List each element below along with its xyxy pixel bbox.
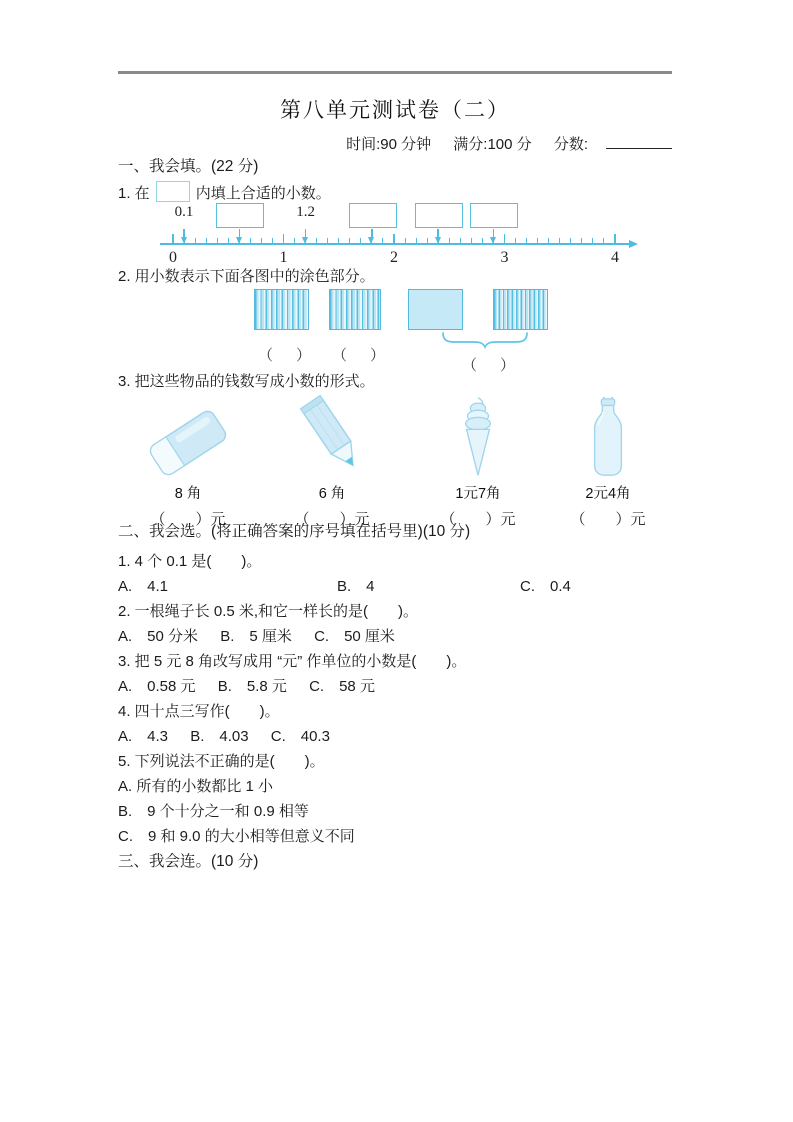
pointer-arrowhead-icon <box>302 237 308 244</box>
tick-mark <box>482 238 483 244</box>
tick-mark <box>614 234 616 244</box>
underbrace-icon <box>441 332 529 349</box>
tick-mark <box>206 238 207 244</box>
mc-options-4 <box>118 727 348 747</box>
axis-label: 2 <box>390 249 398 266</box>
mc-question-1: 1. 4 个 0.1 是( )。 <box>118 553 262 570</box>
tick-mark <box>172 234 174 244</box>
tick-mark <box>327 238 328 244</box>
decimal-figure-2 <box>329 289 381 330</box>
figure1-answer-blank[interactable]: （ ） <box>258 347 316 364</box>
mc-question-4: 4. 四十点三写作( )。 <box>118 703 280 720</box>
question1-text-post: 内填上合适的小数。 <box>195 185 331 202</box>
tick-mark <box>261 238 262 244</box>
decimal-figure-1 <box>254 289 309 330</box>
question1-text <box>118 181 331 204</box>
item-answer-blank[interactable]: （ ）元 <box>570 511 646 528</box>
decimal-figure-4 <box>493 289 548 330</box>
option-a[interactable]: A. 所有的小数都比 1 小 <box>118 778 274 795</box>
option-c[interactable]: C. 40.3 <box>270 728 330 745</box>
tick-mark <box>405 238 406 244</box>
exam-time: 时间:90 分钟 <box>346 136 432 153</box>
number-line <box>0 202 793 274</box>
option-a[interactable]: A. 4.3 <box>118 728 169 745</box>
inline-answer-box[interactable] <box>156 181 190 202</box>
option-c[interactable]: C. 50 厘米 <box>314 628 395 645</box>
item-price: 6 角 <box>318 486 346 502</box>
page-title: 第八单元测试卷（二） <box>280 98 510 122</box>
tick-mark <box>217 238 218 244</box>
tick-mark <box>603 238 604 244</box>
tick-mark <box>526 238 527 244</box>
option-a[interactable]: A. 50 分米 <box>118 628 199 645</box>
exam-full-score: 满分:100 分 <box>453 136 532 153</box>
top-rule <box>118 71 672 74</box>
numberline-answer-box[interactable] <box>349 203 397 228</box>
option-a[interactable]: A. 4.1 <box>118 578 169 595</box>
option-c[interactable]: C. 9 和 9.0 的大小相等但意义不同 <box>118 828 355 845</box>
mc-options-3 <box>118 677 393 697</box>
numberline-answer-box[interactable] <box>470 203 518 228</box>
numberline-given-label: 1.2 <box>296 204 315 220</box>
axis-label: 3 <box>500 249 509 266</box>
ice-cream-icon <box>408 393 548 479</box>
item-price: 2元4角 <box>585 486 631 502</box>
tick-mark <box>471 238 472 244</box>
tick-mark <box>349 238 350 244</box>
bottle-icon <box>538 393 678 479</box>
tick-mark <box>416 238 417 244</box>
tick-mark <box>449 238 450 244</box>
item-answer-blank[interactable]: （ ）元 <box>440 511 516 528</box>
numberline-answer-box[interactable] <box>216 203 264 228</box>
pointer-arrowhead-icon <box>236 237 242 244</box>
tick-mark <box>338 238 339 244</box>
money-item <box>262 393 402 529</box>
tick-mark <box>228 238 229 244</box>
tick-mark <box>294 238 295 244</box>
item-price: 8 角 <box>174 486 202 502</box>
mc-question-5: 5. 下列说法不正确的是( )。 <box>118 753 325 770</box>
pointer-arrowhead-icon <box>368 237 374 244</box>
tick-mark <box>460 238 461 244</box>
axis-label: 4 <box>611 249 619 266</box>
exam-info-line <box>118 133 672 154</box>
tick-mark <box>360 238 361 244</box>
pencil-icon <box>262 393 402 479</box>
section2-heading: 二、我会选。(将正确答案的序号填在括号里)(10 分) <box>118 523 471 540</box>
option-b[interactable]: B. 5 厘米 <box>220 628 292 645</box>
axis-label: 1 <box>279 249 288 266</box>
money-item <box>408 393 548 529</box>
section3-heading: 三、我会连。(10 分) <box>118 853 259 870</box>
tick-mark <box>537 238 538 244</box>
figure-group-answer-blank[interactable]: （ ） <box>462 357 520 374</box>
tick-mark <box>427 238 428 244</box>
tick-mark <box>515 238 516 244</box>
question1-text-pre: 1. 在 <box>118 185 150 202</box>
option-c[interactable]: C. 58 元 <box>309 678 375 695</box>
pointer-arrowhead-icon <box>490 237 496 244</box>
figure2-answer-blank[interactable]: （ ） <box>332 347 390 364</box>
tick-mark <box>592 238 593 244</box>
tick-mark <box>382 238 383 244</box>
money-item <box>118 393 258 529</box>
numberline-given-label: 0.1 <box>174 204 194 220</box>
pointer-arrowhead-icon <box>435 237 441 244</box>
tick-mark <box>283 234 285 244</box>
eraser-icon <box>118 393 258 479</box>
item-answer-blank[interactable]: （ ）元 <box>294 511 370 528</box>
tick-mark <box>548 238 549 244</box>
tick-mark <box>195 238 196 244</box>
numberline-answer-box[interactable] <box>415 203 463 228</box>
tick-mark <box>316 238 317 244</box>
question2-text: 2. 用小数表示下面各图中的涂色部分。 <box>118 268 375 285</box>
axis-label: 0 <box>169 249 177 266</box>
mc-question-3: 3. 把 5 元 8 角改写成用 “元” 作单位的小数是( )。 <box>118 653 467 670</box>
number-line-arrowhead-icon <box>629 240 638 248</box>
question3-text: 3. 把这些物品的钱数写成小数的形式。 <box>118 373 375 390</box>
score-blank[interactable] <box>606 134 672 149</box>
score-label: 分数: <box>553 136 588 153</box>
option-a[interactable]: A. 0.58 元 <box>118 678 196 695</box>
tick-mark <box>504 234 506 244</box>
tick-mark <box>272 238 273 244</box>
item-price: 1元7角 <box>455 486 501 502</box>
option-b[interactable]: B. 4.03 <box>190 728 249 745</box>
tick-mark <box>393 234 395 244</box>
tick-mark <box>581 238 582 244</box>
tick-mark <box>570 238 571 244</box>
decimal-figure-3 <box>408 289 463 330</box>
tick-mark <box>559 238 560 244</box>
money-item <box>538 393 678 529</box>
pointer-arrowhead-icon <box>181 237 187 244</box>
section1-heading: 一、我会填。(22 分) <box>118 158 259 175</box>
option-c[interactable]: C. 0.4 <box>520 578 571 595</box>
item-answer-blank[interactable]: （ ）元 <box>150 511 226 528</box>
mc-options-2 <box>118 627 413 647</box>
mc-question-2: 2. 一根绳子长 0.5 米,和它一样长的是( )。 <box>118 603 419 620</box>
option-b[interactable]: B. 5.8 元 <box>217 678 287 695</box>
option-b[interactable]: B. 4 <box>337 578 375 595</box>
tick-mark <box>250 238 251 244</box>
option-b[interactable]: B. 9 个十分之一和 0.9 相等 <box>118 803 309 820</box>
